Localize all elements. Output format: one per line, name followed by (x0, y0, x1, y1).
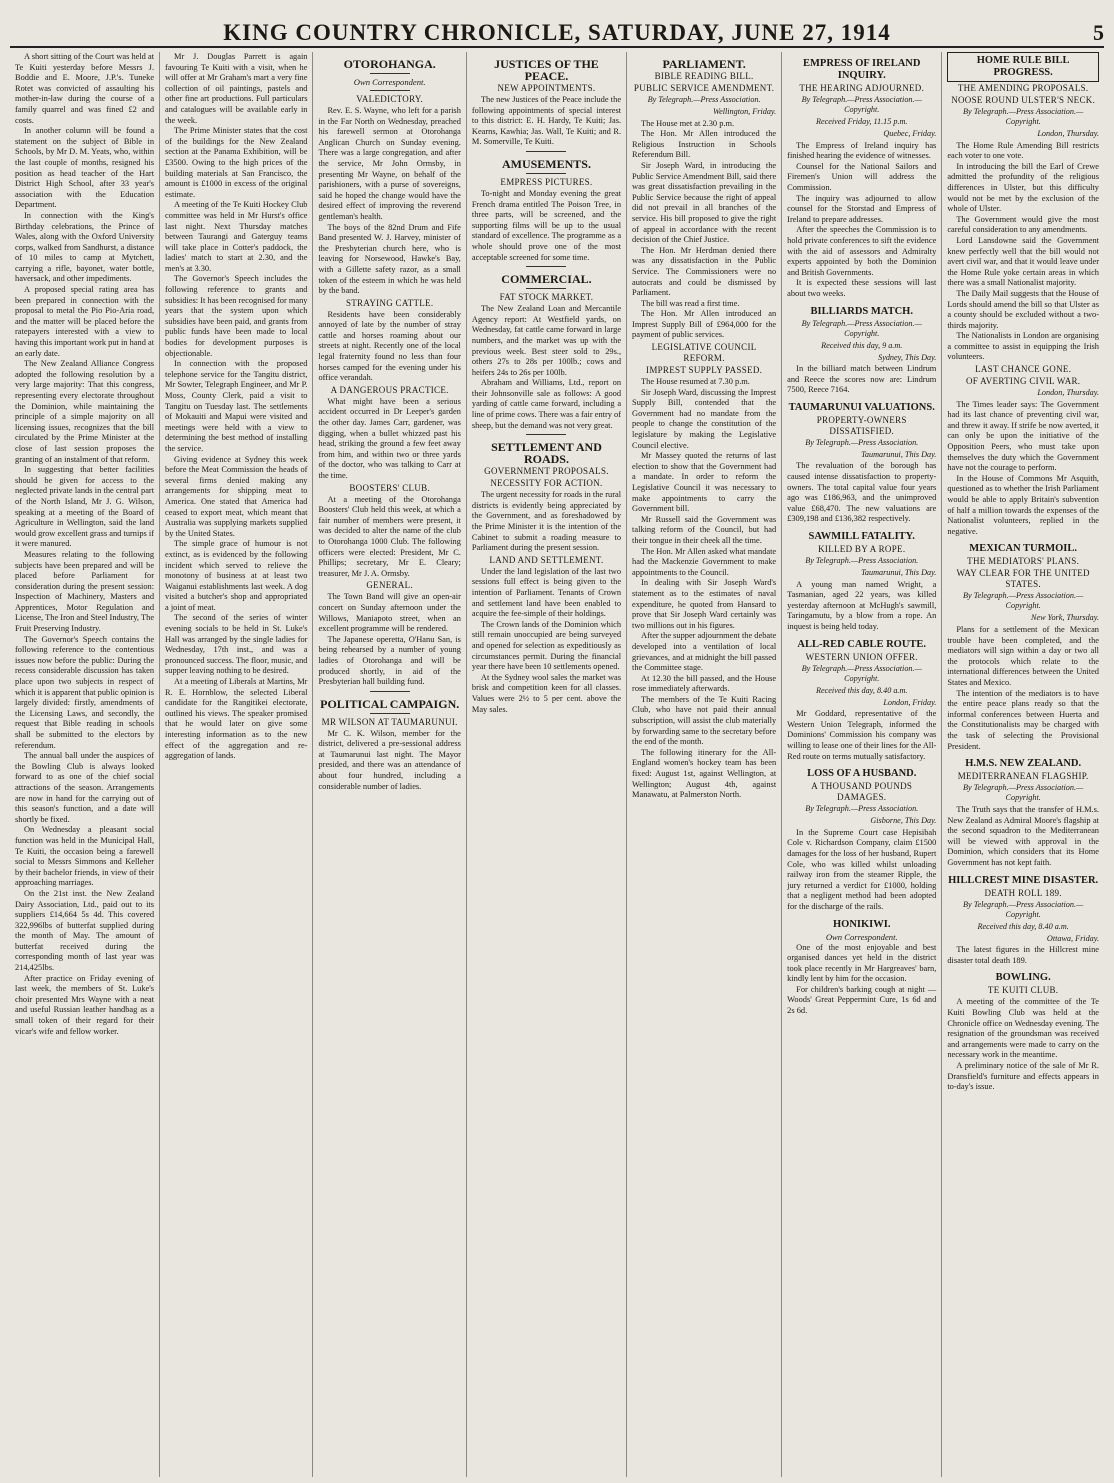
press-credit: By Telegraph.—Press Association.—Copyright. (963, 591, 1084, 611)
sub-heading: MR WILSON AT TAUMARUNUI. (321, 716, 458, 727)
article-paragraph: The simple grace of humour is not extinct, as is evidenced by the following incident which served to relieve the monotony of business at at least two Waiganui establishments last week. A dog visited a butcher's shop and appropriated a joint of meat. (165, 539, 308, 612)
section-heading: SETTLEMENT AND ROADS. (491, 440, 602, 467)
press-credit: By Telegraph.—Press Association.—Copyright. (801, 95, 922, 114)
page-number: 5 (1093, 20, 1104, 45)
article-paragraph: In the billiard match between Lindrum and Reece the scores now are: Lindrum 7500, Reece 7164. (787, 364, 937, 395)
sub-heading: THE MEDIATORS' PLANS. (967, 556, 1080, 567)
section-heading: H.M.S. NEW ZEALAND. (965, 758, 1082, 770)
article-paragraph: In the House of Commons Mr Asquith, questioned as to whether the Irish Parliament would be able to apply Britain's subvention of half a million towards the expenses of the Nationalist volunteers, replied in the negative. (947, 473, 1099, 536)
article-paragraph: After the speeches the Commission is to hold private conferences to sift the evidence with the aid of assessors and Admiralty experts appointed by both the Dominion and British Governments. (787, 225, 937, 277)
columns (10, 52, 1104, 1477)
sub-heading: GENERAL. (366, 580, 413, 591)
sub-heading: TE KUITI CLUB. (987, 985, 1059, 996)
dateline: New York, Thursday. (1031, 613, 1099, 623)
article-paragraph: The Empress of Ireland inquiry has finished hearing the evidence of witnesses. (787, 140, 937, 161)
article-paragraph: The second of the series of winter evening socials to be held in St. Luke's Hall was arranged by the single ladies for Wednesday, 17th inst., and was a pronounced success. The floor, music, and supper leaving nothing to be desired. (165, 613, 308, 676)
dateline: Ottawa, Friday. (1046, 933, 1099, 943)
article-paragraph: Sir Joseph Ward, discussing the Imprest Supply Bill, contended that the Government had no mandate from the people to change the constitution of the legislature by making the Legislative Council elective. (632, 387, 777, 450)
sub-heading: WESTERN UNION OFFER. (805, 651, 918, 662)
press-credit: By Telegraph.—Press Association. (805, 556, 919, 566)
article-paragraph: The following itinerary for the All-England women's hockey team has been fixed: August 1st, against Wellington, at Wellington; August 4th, against Manawatu, at Palmerston North. (632, 747, 777, 800)
column-1 (10, 52, 160, 1477)
sub-heading: NECESSITY FOR ACTION. (490, 478, 603, 489)
article-paragraph: To-night and Monday evening the great French drama entitled The Poison Tree, in three parts, will be screened, and the supporting films will be up to the usual standard of excellence. The programme as a whole should prove one of the most acceptable screened for some time. (471, 188, 622, 262)
dateline: Wellington, Friday. (713, 107, 777, 116)
article-paragraph: In suggesting that better facilities should be given for access to the neglected private lands in the central part of the North Island, Mr J. G. Wilson, speaking at a meeting of the Board of Agriculture in Wellington, said the land would grow excellent grass and turnips if it were manured. (15, 465, 155, 549)
article-paragraph: On Wednesday a pleasant social function was held in the Municipal Hall, Te Kuiti, the occasion being a farewell social to Messrs Simmons and Kelleher by their bachelor friends, in view of their approaching marriages. (15, 825, 155, 888)
sub-heading: PUBLIC SERVICE AMENDMENT. (633, 83, 775, 93)
dateline: Gisborne, This Day. (870, 816, 937, 826)
article-paragraph: The Governor's Speech includes the following reference to grants and subsidies: It has been recognised for many years that the system upon which subsidies have been paid, and grants from public funds have been made to local bodies for development purposes is objectionable. (165, 274, 308, 358)
divider (526, 288, 566, 289)
sub-heading: FAT STOCK MARKET. (499, 292, 594, 303)
article-paragraph: The New Zealand Loan and Mercantile Agency report: At Westfield yards, on Wednesday, fat cattle came forward in large numbers, and the market was up with the previous week. Best steer sold to 29s., others 27s to 28s per 100lb.; cows and heifers 24s to 26s per 100lb. (471, 304, 622, 377)
dateline: Taumarunui, This Day. (861, 449, 937, 459)
article-paragraph: One of the most enjoyable and best organised dances yet held in the district took place recently in Mr Hargreaves' barn, kindly lent by him for the occasion. (787, 942, 937, 984)
section-heading: EMPRESS OF IRELAND INQUIRY. (803, 58, 921, 81)
masthead (10, 10, 1104, 48)
column-4 (467, 52, 627, 1477)
received-line: Received this day, 9 a.m. (821, 340, 903, 350)
article-paragraph: The New Zealand Alliance Congress adopted the following resolution by a very large majority: That this congress, representing every electorate throughout the Dominion, while maintaining the principle of a simple majority on all licensing issues, recognizes that the bill circulated by the Prime Minister at the close of last session proposes the granting of an instalment of that reform. (15, 359, 155, 464)
article-paragraph: The House resumed at 7.30 p.m. (641, 377, 750, 387)
dateline: London, Thursday. (1037, 388, 1099, 398)
section-heading: PARLIAMENT. (662, 57, 746, 71)
divider (526, 151, 566, 152)
article-paragraph: The Government would give the most careful consideration to any amendments. (947, 214, 1099, 235)
article-paragraph: Giving evidence at Sydney this week before the Meat Commission the heads of several firms denied making any arrangements for shipping meat to America. One stated that America had ceased to export meat, which meant that Australia was supplying markets supplied by the United States. (165, 454, 308, 538)
article-paragraph: The intention of the mediators is to have the entire peace plans ready so that the informal conferences between Huerta and the Constitutionalists may be charged with the task of selecting the Provisional President. (947, 688, 1099, 751)
section-heading: HOME RULE BILL PROGRESS. (947, 52, 1099, 82)
article-paragraph: In connection with the King's Birthday celebrations, the Prince of Wales, along with the Oxford University corps, walked from Sandhurst, a distance of 10 miles to camp at Mytchett, carrying a rifle, bayonet, water bottle, haversack, and other impediments. (15, 210, 155, 284)
article-paragraph: The annual ball under the auspices of the Bowling Club is always looked forward to as one of the chief social attractions of the season. Arrangements are now in hand for the carrying out of this season's function, and a date will shortly be fixed. (15, 751, 155, 824)
article-paragraph: It is expected these sessions will last about two weeks. (787, 278, 937, 298)
article-paragraph: In dealing with Sir Joseph Ward's statement as to the estimates of naval expenditure, he quoted from Hansard to prove that Sir Joseph Ward certainly was two millions out in his figures. (632, 578, 777, 630)
sub-heading: LAND AND SETTLEMENT. (489, 554, 604, 565)
press-credit: By Telegraph.—Press Association. (647, 95, 761, 104)
article-paragraph: Plans for a settlement of the Mexican trouble have been completed, and the mediators will sign within a day or two all the protocols which relate to the international differences between the United States and Mexico. (947, 624, 1099, 687)
article-paragraph: The Town Band will give an open-air concert on Sunday afternoon under the Willows, Maniapoto street, when an excellent programme will be rendered. (318, 592, 461, 634)
press-credit: By Telegraph.—Press Association.—Copyright. (963, 899, 1084, 919)
sub-heading: LEGISLATIVE COUNCIL REFORM. (651, 342, 757, 364)
section-heading: HONIKIWI. (833, 918, 891, 930)
article-paragraph: The boys of the 82nd Drum and Fife Band presented W. J. Harvey, minister of the Presbyterian church here, who is leaving for Norsewood, Hawke's Bay, with a Gillette safety razor, as a small token of the esteem in which he was held by the band. (318, 222, 461, 296)
article-paragraph: The urgent necessity for roads in the rural districts is evidently being appreciated by the Government, and as foreshadowed by the Prime Minister it is the intention of the Cabinet to submit a roading measure to Parliament during the present session. (471, 490, 622, 553)
article-paragraph: The Nationalists in London are organising a committee to assist in equipping the Irish volunteers. (947, 331, 1099, 362)
section-heading: LOSS OF A HUSBAND. (807, 768, 917, 780)
divider (526, 434, 566, 435)
article-paragraph: Measures relating to the following subjects have been prepared and will be placed before Parliament for consideration during the present session: Inspection of Machinery, Masters and Apprentices, Motor Regulation and License, The Iron and Steel Industry, The Fruit Preserving Industry. (15, 549, 155, 634)
article-paragraph: At 12.30 the bill passed, and the House rose immediately afterwards. (632, 673, 777, 694)
column-5 (627, 52, 782, 1477)
sub-heading: EMPRESS PICTURES. (500, 176, 593, 187)
sub-heading: GOVERNMENT PROPOSALS. (484, 466, 609, 477)
article-paragraph: What might have been a serious accident occurred in Dr Leeper's garden the other day. James Carr, gardener, was digging, when a bullet whizzed past his head, striking the ground a few feet away from him, and within two or three yards of the doctor, who was talking to Carr at the time. (318, 396, 461, 480)
press-credit: By Telegraph.—Press Association.—Copyright. (801, 663, 922, 683)
dateline: London, Thursday. (1037, 129, 1099, 138)
sub-heading: WAY CLEAR FOR THE UNITED STATES. (956, 568, 1090, 590)
sub-heading: KILLED BY A ROPE. (818, 544, 906, 555)
article-paragraph: After practice on Friday evening of last week, the members of St. Luke's choir presented Mrs Wayne with a neat and useful Russian leather handbag as a small token of their regard for their vicar's wife and fellow worker. (15, 973, 155, 1036)
article-paragraph: A meeting of the Te Kuiti Hockey Club committee was held in Mr Hurst's office last night. Next Thursday matches between Taurangi and Gaterguy teams will take place in Cotter's paddock, the ladies' match to start at 2.30, and the men's at 3.30. (165, 200, 308, 273)
section-heading: COMMERCIAL. (501, 272, 592, 287)
article-paragraph: The Times leader says: The Government had its last chance of preventing civil war, and threw it away. If strife be now averted, it can only be upon the initiative of the Opposition Peers, who must take upon themselves the duty which the Government have not the courage to perform. (947, 399, 1099, 473)
press-credit: By Telegraph.—Press Association. (805, 804, 919, 814)
section-heading: MEXICAN TURMOIL. (969, 543, 1078, 555)
section-heading: TAUMARUNUI VALUATIONS. (788, 401, 935, 413)
article-paragraph: The Daily Mail suggests that the House of Lords should amend the bill so that Ulster as a county should be excluded without a two-thirds majority. (947, 288, 1099, 330)
article-paragraph: Residents have been considerably annoyed of late by the number of stray cattle and horses roaming about our streets at night. Recently one of the local legal fraternity found no less than four horses camped for the evening under his office verandah. (318, 309, 461, 383)
article-paragraph: Sir Joseph Ward, in introducing the Public Service Amendment Bill, said there was great dissatisfaction prevailing in the Public Service because the right of appeal did not prevail in all branches of the service. His bill proposed to give the right of appeal in accordance with the recent decision of the Chief Justice. (632, 160, 777, 245)
article-paragraph: The bill was read a first time. (641, 298, 740, 308)
section-heading: HILLCREST MINE DISASTER. (948, 874, 1099, 886)
article-paragraph: On the 21st inst. the New Zealand Dairy Association, Ltd., paid out to its suppliers £14,664 5s 4d. This covered 322,996lbs of butterfat supplied during the month of May. The amount of butterfat received during the corresponding month of last year was 214,425lbs. (15, 888, 155, 973)
article-paragraph: At a meeting of the Otorohanga Boosters' Club held this week, at which a fair number of members were present, it was decided to alter the name of the club to Otorohanga 1000 Club. The following officers were elected: President, Mr C. Phillips; secretary, Mr E. Cleary; treasurer, Mr J. A. Ormsby. (318, 494, 461, 578)
sub-heading: NOOSE ROUND ULSTER'S NECK. (951, 95, 1096, 105)
byline: Own Correspondent. (353, 77, 426, 87)
article-paragraph: In the Supreme Court case Hepisibah Cole v. Richardson Company, claim £1500 damages for the loss of her husband, Rupert Cole, who was killed whilst unloading railway iron from the steamer Ripple, the jury returned a verdict for £1000, holding that a negligent method had been adopted for the discharge of the rails. (787, 827, 937, 911)
sub-heading: NEW APPOINTMENTS. (497, 83, 596, 93)
sub-heading: MEDITERRANEAN FLAGSHIP. (957, 771, 1089, 782)
press-credit: By Telegraph.—Press Association.—Copyright. (963, 783, 1084, 803)
article-paragraph: Counsel for the National Sailors and Firemen's Union will address the Commission. (787, 161, 937, 192)
article-paragraph: In another column will be found a statement on the subject of Bible in Schools, by Mr D. M. Yeats, who, within the last couple of months, resigned his position as head teacher of the Hart District High School, after 33 year's association with the Education Department. (15, 126, 155, 210)
article-paragraph: Mr J. Douglas Parrett is again favouring Te Kuiti with a visit, when he will offer at Mr Graham's mart a very fine collection of oil paintings, pastels and other fine art productions. Full particulars and catalogues will be available early in the week. (165, 52, 308, 125)
sub-heading: BIBLE READING BILL. (654, 71, 754, 81)
masthead-title: KING COUNTRY CHRONICLE, SATURDAY, JUNE 27, 1914 (223, 20, 891, 45)
section-heading: AMUSEMENTS. (501, 156, 591, 171)
column-7 (942, 52, 1104, 1477)
received-line: Received this day, 8.40 a.m. (816, 685, 908, 695)
article-paragraph: Lord Lansdowne said the Government knew perfectly well that the bill would not avert civil war, and that it would leave under the Home Rule yoke certain areas in which there was a small Nationalist majority. (947, 235, 1099, 288)
article-paragraph: The Japanese operetta, O'Hanu San, is being rehearsed by a number of young ladies of Otorohanga and will be produced shortly, in aid of the Presbyterian hall building fund. (318, 634, 461, 687)
press-credit: By Telegraph.—Press Association. (805, 437, 919, 447)
article-paragraph: The Hon. Mr Herdman denied there was any dissatisfaction in the Public Service. The Commissioners were no autocrats and could be dismissed by Parliament. (632, 245, 777, 298)
dateline: London, Friday. (883, 697, 937, 707)
article-paragraph: At the Sydney wool sales the market was brisk and competition keen for all classes. Values were 2½ to 5 per cent. above the May sales. (471, 672, 622, 714)
article-paragraph: The inquiry was adjourned to allow counsel for the Storstad and Empress of Ireland to prepare addresses. (787, 193, 937, 224)
column-6 (782, 52, 942, 1477)
article-paragraph: The Hon. Mr Allen asked what mandate had the Mackenzie Government to make appointments to the Council. (632, 546, 777, 577)
sub-heading: VALEDICTORY. (356, 94, 424, 104)
section-heading: ALL-RED CABLE ROUTE. (797, 638, 927, 650)
article-paragraph: Rev. E. S. Wayne, who left for a parish in the Far North on Wednesday, preached his farewell sermon at Otorohanga Anglican Church on Sunday evening. There was a large congregation, and after the service, Mr John Ormsby, in presenting Mr Wayne, on behalf of the parishioners, with a purse of sovereigns, said he hoped the change would have the desired effect of improving the reverend gentleman's health. (318, 106, 461, 221)
article-paragraph: Abraham and Williams, Ltd., report on their Johnsonville sale as follows: A good yarding of cattle came forward, including a line of prime cows. There was a fair entry of sheep, but the demand was not very great. (471, 378, 622, 430)
article-paragraph: A young man named Wright, a Tasmanian, aged 22 years, was killed yesterday afternoon at McHugh's sawmill, Taringamutu, by a blow from a rope. An inquest is being held today. (787, 579, 937, 631)
article-paragraph: Mr C. K. Wilson, member for the district, delivered a pre-sessional address at Taumarunui last night. The Mayor presided, and there was an attendance of about four hundred, including a considerable number of ladies. (318, 728, 461, 791)
article-paragraph: The Hon. Mr Allen introduced the Religious Instruction in Schools Referendum Bill. (632, 129, 777, 160)
article-paragraph: The members of the Te Kuiti Racing Club, who have not paid their annual subscription, will assist the club materially by forwarding same to the secretary before the end of the month. (632, 694, 777, 747)
press-credit: By Telegraph.—Press Association.—Copyright. (801, 318, 922, 338)
dateline: Taumarunui, This Day. (861, 568, 937, 578)
sub-heading: STRAYING CATTLE. (345, 297, 434, 308)
sub-heading: OF AVERTING CIVIL WAR. (965, 376, 1081, 387)
article-paragraph: In introducing the bill the Earl of Crewe admitted the profundity of the religious differences in Ulster, but this difficulty would not be met by the exclusion of the whole of Ulster. (947, 161, 1099, 214)
section-heading: BILLIARDS MATCH. (810, 305, 913, 317)
article-paragraph: Mr Massey quoted the returns of last election to show that the Government had a mandate. In order to reform the Legislative Council it was necessary to make appointments to carry the Government bill. (632, 451, 777, 514)
divider (526, 173, 566, 174)
article-paragraph: Mr Russell said the Government was talking reform of the Council, but had their tongue in their cheek all the time. (632, 514, 777, 545)
received-line: Received Friday, 11.15 p.m. (815, 117, 908, 126)
received-line: Received this day, 8.40 a.m. (977, 921, 1069, 931)
article-paragraph: A short sitting of the Court was held at Te Kuiti yesterday before Messrs J. Boddie and E. Moore, J.P.'s. Tuneke Rotet was convicted of assaulting his mother-in-law during the course of a family quarrel and was fined £2 and costs. (15, 52, 155, 125)
article-paragraph: The Prime Minister states that the cost of the buildings for the New Zealand section at the Panama Exhibition, will be £3500. Owing to the high prices of the building materials at San Francisco, the amount is £1000 in excess of the original estimate. (165, 126, 308, 199)
article-paragraph: The latest figures in the Hillcrest mine disaster total death 189. (947, 945, 1099, 965)
article-paragraph: A proposed special rating area has been prepared in connection with the proposal to metal the Pio Pio-Aria road, and the matter will be placed before the ratepayers interested with a view to having this important work put in hand at an early date. (15, 285, 155, 358)
byline: Own Correspondent. (825, 931, 898, 942)
sub-heading: BOOSTERS' CLUB. (349, 482, 430, 493)
sub-heading: PROPERTY-OWNERS DISSATISFIED. (816, 414, 907, 436)
sub-heading: DEATH ROLL 189. (984, 887, 1062, 898)
column-2 (160, 52, 313, 1477)
article-paragraph: The revaluation of the borough has caused intense dissatisfaction to property-owners. The total capital value four years ago was £186,963, and the unimproved value £68,470. The new valuations are £309,198 and £136,382 respectively. (787, 461, 937, 524)
article-paragraph: The Home Rule Amending Bill restricts each voter to one vote. (947, 140, 1099, 161)
article-paragraph: In connection with the proposed telephone service for the Tangitu district, Mr Sowter, Telegraph Engineer, and Mr P. Moss, County Clerk, paid a visit to Tangitu on Tuesday last. The settlements of Mokauiti and Mapui were visited and meetings were held with a view to determining the best method of installing the service. (165, 359, 308, 453)
section-heading: OTOROHANGA. (343, 57, 436, 71)
article-paragraph: Under the land legislation of the last two sessions full effect is being given to the intention of Parliament. Tenants of Crown and settlement land have been enabled to acquire the fee-simple of their holdings. (471, 566, 622, 619)
sub-heading: THE HEARING ADJOURNED. (799, 83, 925, 93)
article-paragraph: The new Justices of the Peace include the following appointments of special interest to this district: E. H. Hardy, Te Kuiti; Jas. Kearns, Kawhia; Jas. Wall, Te Kuiti; and R. M. Somerville, Te Kuiti. (471, 95, 622, 147)
divider (526, 266, 566, 267)
sub-heading: A THOUSAND POUNDS DAMAGES. (811, 781, 913, 803)
divider (370, 90, 410, 91)
article-paragraph: For children's barking cough at night — Woods' Great Peppermint Cure, 1s 6d and 2s 6d. (787, 984, 937, 1016)
article-paragraph: At a meeting of Liberals at Martins, Mr R. E. Hornblow, the selected Liberal candidate for the Rangitikei electorate, outlined his views. The speaker promised that he would later on give some interesting information as to the new effect of the aggregation and re-aggregation of lands. (165, 677, 308, 761)
article-paragraph: The Crown lands of the Dominion which still remain unoccupied are being surveyed and opened for selection as expeditiously as circumstances permit. During the financial year there have been 10 settlements opened. (471, 619, 622, 672)
article-paragraph: The Governor's Speech contains the following reference to the contentious issues now before the public: During the recess considerable discussion has taken place upon two subjects in respect of which it is apparent that public opinion is largely divided: firstly, amendments of the Licensing Laws, and secondly, the request that Bible reading in schools shall be submitted to the electors by referendum. (15, 634, 155, 750)
section-heading: BOWLING. (995, 972, 1051, 984)
article-paragraph: The House met at 2.30 p.m. (641, 118, 735, 128)
article-paragraph: After the supper adjournment the debate developed into a ventilation of local grievances, and at midnight the bill passed the Committee stage. (632, 631, 777, 673)
section-heading: JUSTICES OF THE PEACE. (494, 57, 599, 83)
sub-heading: LAST CHANCE GONE. (975, 364, 1072, 375)
section-heading: POLITICAL CAMPAIGN. (320, 696, 460, 711)
article-paragraph: The Truth says that the transfer of H.M.s. New Zealand as Admiral Moore's flagship at the second squadron to the Mediterranean will be viewed with approval in the Dominion, which considers that its Home Government has not kept faith. (947, 805, 1099, 868)
column-3 (313, 52, 466, 1477)
sub-heading: A DANGEROUS PRACTICE. (330, 384, 449, 395)
dateline: Sydney, This Day. (878, 352, 937, 362)
sub-heading: IMPREST SUPPLY PASSED. (646, 365, 763, 376)
article-paragraph: The Hon. Mr Allen introduced an Imprest Supply Bill of £964,000 for the payment of public services. (632, 309, 777, 340)
divider (370, 713, 410, 714)
press-credit: By Telegraph.—Press Association.—Copyright. (963, 107, 1084, 126)
dateline: Quebec, Friday. (883, 129, 937, 138)
article-paragraph: Mr Goddard, representative of the Western Union Telegraph, informed the Dominions' Commission his company was willing to lease one of their lines for the All-Red route on terms mutually satisfactory. (787, 709, 937, 761)
divider (370, 691, 410, 692)
sub-heading: THE AMENDING PROPOSALS. (957, 83, 1089, 93)
article-paragraph: A meeting of the committee of the Te Kuiti Bowling Club was held at the Chronicle office on Wednesday evening. The resignation of the groundsman was received and arrangements were made to carry on the necessary work in the meantime. (947, 997, 1099, 1060)
article-paragraph: A preliminary notice of the sale of Mr R. Dransfield's furniture and effects appears in to-day's issue. (947, 1061, 1099, 1092)
section-heading: SAWMILL FATALITY. (808, 531, 915, 543)
divider (370, 73, 410, 74)
